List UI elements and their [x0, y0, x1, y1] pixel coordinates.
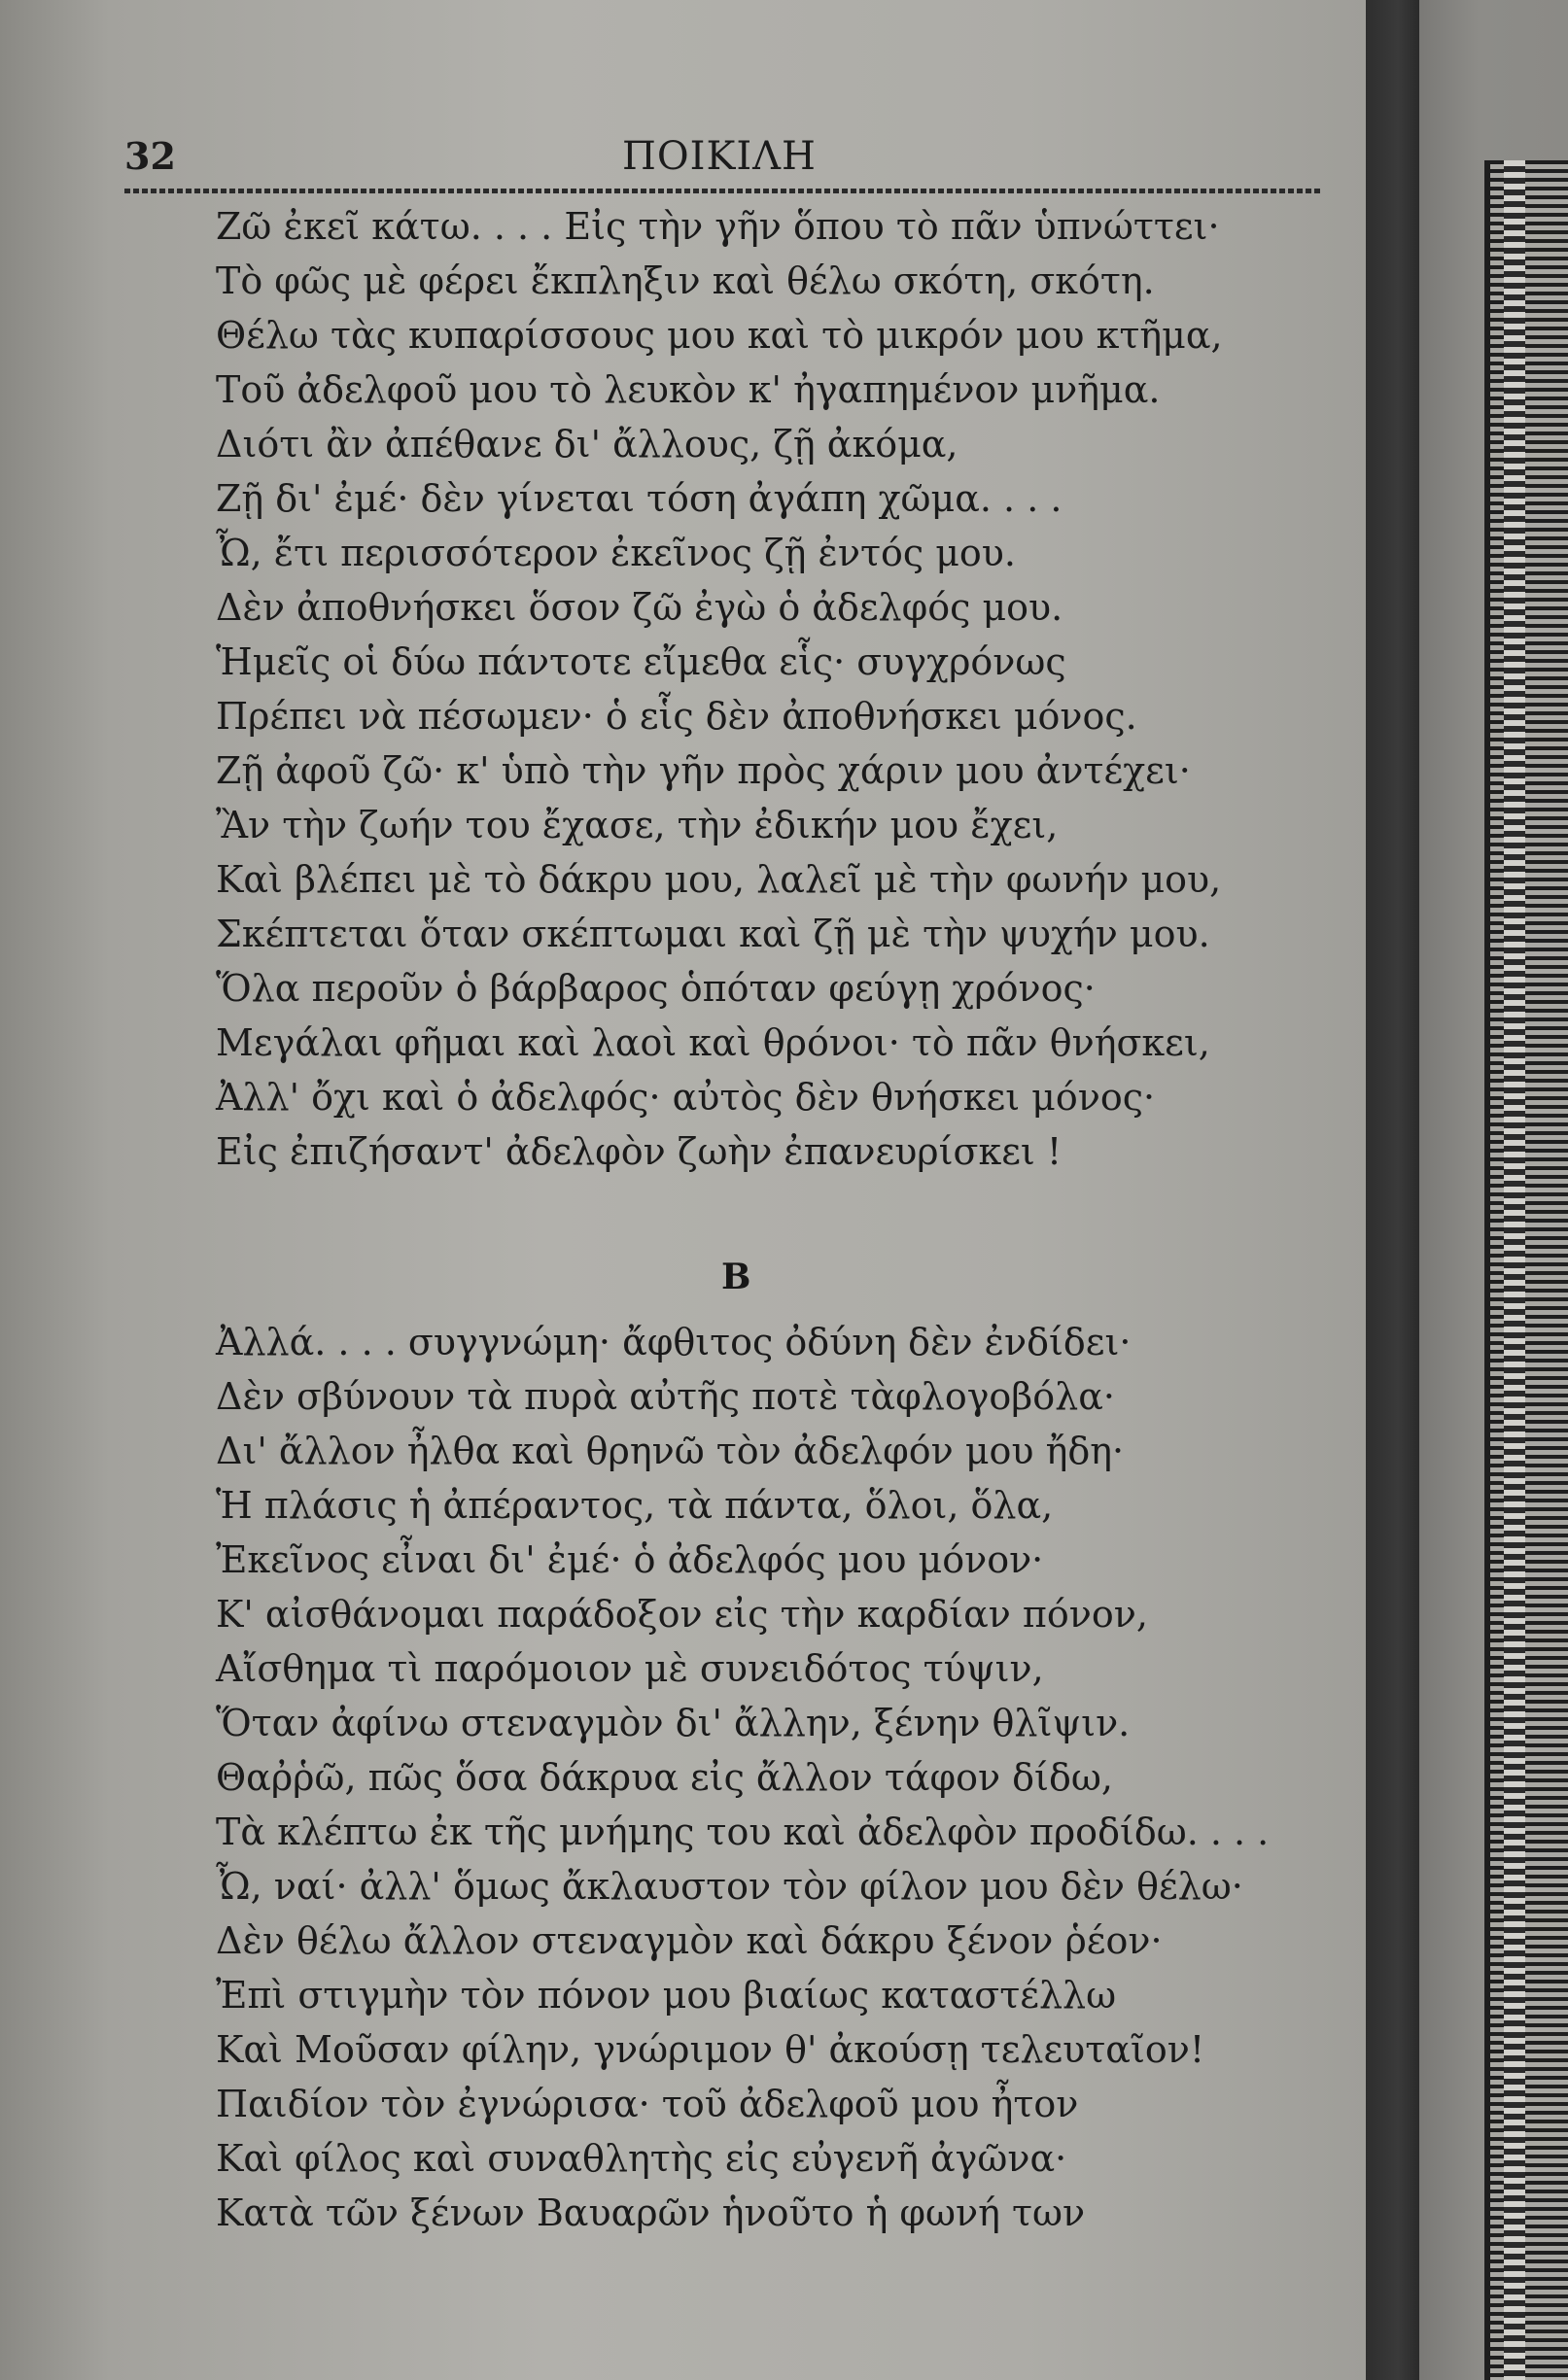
poem-line: Δὲν σβύνουν τὰ πυρὰ αὐτῆς ποτὲ τὰφλογοβόλα· [216, 1375, 1115, 1418]
poem-line: Ὅλα περοῦν ὁ βάρβαρος ὁπόταν φεύγῃ χρόνος· [216, 967, 1096, 1010]
poem-line: Ἂν τὴν ζωήν του ἔχασε, τὴν ἐδικήν μου ἔχει, [216, 804, 1059, 846]
poem-line: Δι' ἄλλον ἦλθα καὶ θρηνῶ τὸν ἀδελφόν μου ἤδη· [216, 1430, 1125, 1472]
poem-line: Ζῶ ἐκεῖ κάτω. . . . Εἰς τὴν γῆν ὅπου τὸ πᾶν ὑπνώττει· [216, 205, 1220, 248]
poem-line: Δὲν θέλω ἄλλον στεναγμὸν καὶ δάκρυ ξένον ῥέον· [216, 1919, 1163, 1962]
poem-line: Ἡ πλάσις ἡ ἀπέραντος, τὰ πάντα, ὅλοι, ὅλα, [216, 1484, 1054, 1527]
running-head-title: ΠΟΙΚΙΛΗ [622, 134, 817, 179]
poem-line: Ζῇ ἀφοῦ ζῶ· κ' ὑπὸ τὴν γῆν πρὸς χάριν μου ἀντέχει· [216, 749, 1191, 792]
poem-line: Καὶ Μοῦσαν φίλην, γνώριμον θ' ἀκούσῃ τελευταῖον! [216, 2028, 1205, 2071]
facing-page-edge [1419, 0, 1568, 2380]
poem-line: Καὶ βλέπει μὲ τὸ δάκρυ μου, λαλεῖ μὲ τὴν φωνήν μου, [216, 858, 1222, 901]
poem-line: Θέλω τὰς κυπαρίσσους μου καὶ τὸ μικρόν μου κτῆμα, [216, 314, 1223, 357]
page-number: 32 [124, 134, 176, 178]
poem-line: Κ' αἰσθάνομαι παράδοξον εἰς τὴν καρδίαν πόνον, [216, 1593, 1148, 1636]
poem-line: Αἴσθημα τὶ παρόμοιον μὲ συνειδότος τύψιν, [216, 1647, 1044, 1690]
poem-line: Καὶ φίλος καὶ συναθλητὴς εἰς εὐγενῆ ἀγῶνα· [216, 2137, 1067, 2180]
poem-line: Μεγάλαι φῆμαι καὶ λαοὶ καὶ θρόνοι· τὸ πᾶν θνήσκει, [216, 1021, 1210, 1064]
poem-line: Ἀλλ' ὄχι καὶ ὁ ἀδελφός· αὐτὸς δὲν θνήσκει μόνος· [216, 1076, 1156, 1119]
poem-line: Ὅταν ἀφίνω στεναγμὸν δι' ἄλλην, ξένην θλῖψιν. [216, 1702, 1131, 1744]
poem-line: Τοῦ ἀδελφοῦ μου τὸ λευκὸν κ' ἠγαπημένον μνῆμα. [216, 368, 1161, 411]
ornamental-border [1484, 160, 1568, 2380]
poem-line: Ἡμεῖς οἱ δύω πάντοτε εἴμεθα εἷς· συγχρόνως [216, 640, 1066, 683]
poem-line: Εἰς ἐπιζήσαντ' ἀδελφὸν ζωὴν ἐπανευρίσκει ! [216, 1130, 1063, 1173]
poem-line: Κατὰ τῶν ξένων Βαυαρῶν ἡνοῦτο ἡ φωνή των [216, 2191, 1086, 2234]
poem-line: Ὦ, ἔτι περισσότερον ἐκεῖνος ζῇ ἐντός μου. [216, 532, 1016, 574]
poem-line: Τὰ κλέπτω ἐκ τῆς μνήμης του καὶ ἀδελφὸν προδίδω. . . . [216, 1811, 1270, 1853]
poem-line: Τὸ φῶς μὲ φέρει ἔκπληξιν καὶ θέλω σκότη, σκότη. [216, 259, 1155, 302]
book-gutter [1366, 0, 1419, 2380]
poem-line: Σκέπτεται ὅταν σκέπτωμαι καὶ ζῇ μὲ τὴν ψυχήν μου. [216, 913, 1210, 955]
poem-line: Ἐπὶ στιγμὴν τὸν πόνον μου βιαίως καταστέλλω [216, 1974, 1117, 2017]
poem-line: Διότι ἂν ἀπέθανε δι' ἄλλους, ζῇ ἀκόμα, [216, 423, 958, 466]
poem-line: Ἐκεῖνος εἶναι δι' ἐμέ· ὁ ἀδελφός μου μόνον· [216, 1538, 1044, 1581]
section-mark: B [721, 1257, 751, 1297]
poem-line: Παιδίον τὸν ἐγνώρισα· τοῦ ἀδελφοῦ μου ἦτον [216, 2083, 1079, 2125]
poem-line: Πρέπει νὰ πέσωμεν· ὁ εἷς δὲν ἀποθνήσκει μόνος. [216, 695, 1137, 738]
poem-line: Θαῤῥῶ, πῶς ὅσα δάκρυα εἰς ἄλλον τάφον δίδω, [216, 1756, 1113, 1799]
poem-line: Ζῇ δι' ἐμέ· δὲν γίνεται τόση ἀγάπη χῶμα. . . . [216, 477, 1063, 520]
poem-line: Ἀλλά. . . . συγγνώμη· ἄφθιτος ὀδύνη δὲν ἐνδίδει· [216, 1321, 1132, 1363]
poem-line: Ὦ, ναί· ἀλλ' ὅμως ἄκλαυστον τὸν φίλον μου δὲν θέλω· [216, 1865, 1243, 1908]
poem-line: Δὲν ἀποθνήσκει ὅσον ζῶ ἐγὼ ὁ ἀδελφός μου. [216, 586, 1063, 629]
